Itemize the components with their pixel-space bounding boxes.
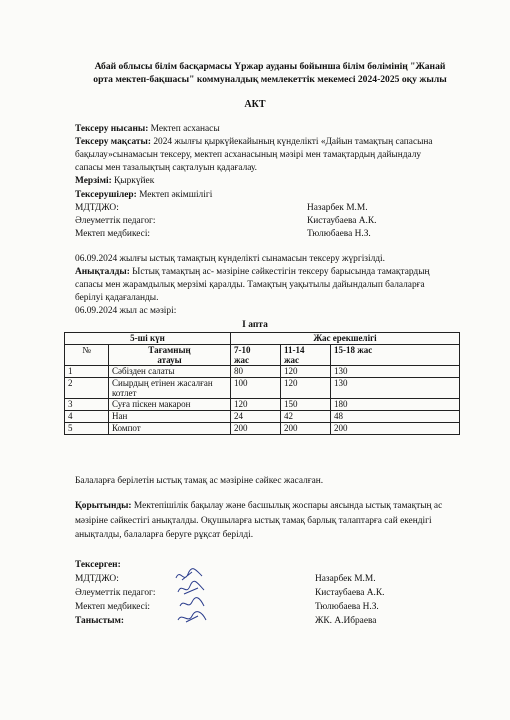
- findings-line-2: сапасы мен жарамдылық мерзімі қаралды. Тамақтың уақытылы дайындалып балаларға: [75, 280, 425, 290]
- portion-7-10: 200: [231, 423, 281, 435]
- portion-11-14: 120: [281, 378, 331, 399]
- portion-15-18: 130: [331, 378, 460, 399]
- age-11-14-header: 11-14 жас: [281, 345, 331, 366]
- portion-15-18: 180: [331, 399, 460, 411]
- inspection-type: Тексеру нысаны: Мектеп асханасы: [75, 124, 220, 134]
- number-header: №: [65, 345, 109, 366]
- row-number: 4: [65, 411, 109, 423]
- week-label: І апта: [242, 320, 268, 330]
- signature-mark: [176, 569, 202, 580]
- signer-row: Мектеп медбикесі: Тюлюбаева Н.З.: [75, 602, 379, 612]
- table-header-row: [65, 345, 460, 366]
- portion-15-18: 130: [331, 366, 460, 378]
- conclusion-line-2: мәзіріне сәйкестігі анықталды. Оқушыларға ыстық тамақ барлық талаптарға сай екендігі: [75, 516, 432, 526]
- table-row: [65, 378, 460, 399]
- checked-by-label: Тексерген:: [75, 560, 121, 570]
- inspection-purpose: Тексеру мақсаты: 2024 жылғы қыркүйекайының күнделікті «Дайын тамақтың сапасына: [75, 137, 433, 147]
- row-number: 1: [65, 366, 109, 378]
- heading-line-2: орта мектеп-бақшасы" коммуналдық мемлекеттік мекемесі 2024-2025 оқу жылы: [93, 74, 447, 85]
- row-number: 3: [65, 399, 109, 411]
- portion-11-14: 200: [281, 423, 331, 435]
- act-title: АКТ: [244, 99, 266, 110]
- inspection-period: Мерзімі: Қыркүйек: [75, 176, 155, 186]
- table-row: [65, 423, 460, 435]
- food-name: Суға піскен макарон: [109, 399, 231, 411]
- table-row: [65, 366, 460, 378]
- signature-mark: [178, 581, 204, 594]
- menu-table: [64, 332, 460, 435]
- inspectors: Тексерушілер: Мектеп әкімшілігі: [75, 190, 213, 200]
- acquainted-row: Таныстым: ЖК. А.Ибраева: [75, 616, 377, 626]
- portion-11-14: 120: [281, 366, 331, 378]
- table-header-row: [65, 333, 460, 345]
- conclusion-line-3: анықталды, балаларға беруге рұқсат берілді.: [75, 530, 254, 540]
- portion-15-18: 48: [331, 411, 460, 423]
- compliance-statement: Балаларға берілетін ыстық тамақ ас мәзіріне сәйкес жасалған.: [75, 476, 324, 486]
- signer-row: Әлеуметтік педагог: Кистаубаева А.К.: [75, 588, 385, 598]
- staff-row: Әлеуметтік педагог: Кистаубаева А.К.: [75, 216, 377, 226]
- food-name-header: Тағамның атауы: [109, 345, 231, 366]
- portion-11-14: 150: [281, 399, 331, 411]
- handwritten-signatures: [168, 566, 218, 628]
- age-15-18-header: 15-18 жас: [331, 345, 460, 366]
- portion-11-14: 42: [281, 411, 331, 423]
- document-heading: [70, 60, 470, 86]
- day-header: 5-ші күн: [65, 333, 231, 345]
- row-number: 5: [65, 423, 109, 435]
- findings-line-3: берілуі қадағаланды.: [75, 293, 159, 303]
- portion-7-10: 100: [231, 378, 281, 399]
- body-paragraph-1: 06.09.2024 жылғы ыстық тамақтың күнделікті сынамасын тексеру жүргізілді.: [75, 254, 385, 264]
- signature-mark: [178, 612, 206, 622]
- food-name: Компот: [109, 423, 231, 435]
- signer-row: МДТДЖО: Назарбек М.М.: [75, 574, 376, 584]
- food-name: Нан: [109, 411, 231, 423]
- portion-7-10: 80: [231, 366, 281, 378]
- age-group-header: Жас ерекшелігі: [231, 333, 460, 345]
- signature-mark: [180, 598, 204, 606]
- staff-row: Мектеп медбикесі: Тюлюбаева Н.З.: [75, 229, 371, 239]
- row-number: 2: [65, 378, 109, 399]
- portion-15-18: 200: [331, 423, 460, 435]
- table-row: [65, 411, 460, 423]
- age-7-10-header: 7-10 жас: [231, 345, 281, 366]
- purpose-line-3: сапасы мен тазалықтың сақталуын қадағалау.: [75, 163, 258, 173]
- menu-label: 06.09.2024 жыл ас мәзірі:: [75, 306, 177, 316]
- heading-line-1: Абай облысы білім басқармасы Үржар ауданы бойынша білім бөлімінің "Жанай: [94, 61, 446, 72]
- staff-row: МДТДЖО: Назарбек М.М.: [75, 203, 368, 213]
- findings: Анықталды: Ыстық тамақтың ас- мәзіріне сәйкестігін тексеру барысында тамақтардың: [75, 267, 430, 277]
- conclusion: Қорытынды: Мектепішілік бақылау және басшылық жоспары аясында ыстық тамақтың ас: [75, 501, 443, 511]
- portion-7-10: 24: [231, 411, 281, 423]
- food-name: Сәбізден салаты: [109, 366, 231, 378]
- portion-7-10: 120: [231, 399, 281, 411]
- purpose-line-2: бақылау»сынамасын тексеру, мектеп асханасының мәзірі мен тамақтардың дайындалу: [75, 150, 422, 160]
- food-name: Сиырдың етінен жасалған котлет: [109, 378, 231, 399]
- table-row: [65, 399, 460, 411]
